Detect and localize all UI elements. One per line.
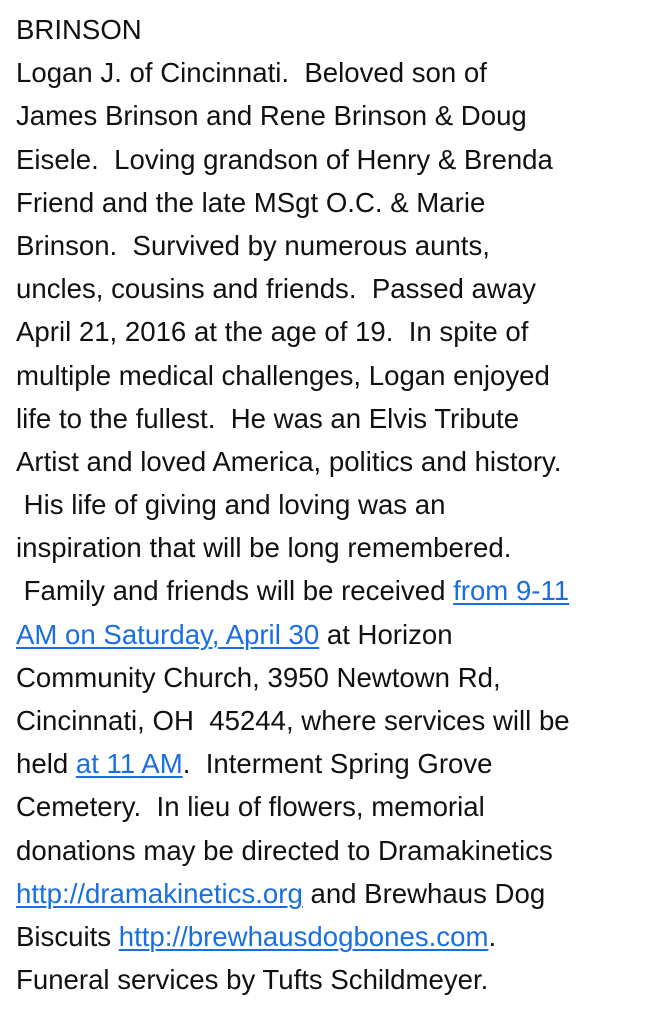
text-line: James Brinson and Rene Brinson & Doug [16, 100, 527, 132]
text-line: inspiration that will be long remembered. [16, 532, 512, 564]
text-line [16, 872, 633, 915]
text-line: uncles, cousins and friends. Passed away [16, 273, 536, 305]
brewhaus-link[interactable]: http://brewhausdogbones.com [118, 920, 489, 952]
text-line [16, 613, 633, 656]
text-line: Eisele. Loving grandson of Henry & Brenda [16, 143, 553, 175]
text-line [16, 742, 633, 785]
text-line: April 21, 2016 at the age of 19. In spite of [16, 316, 529, 348]
text-segment: . Interment Spring Grove [182, 748, 493, 780]
text-segment: held [16, 748, 76, 780]
visitation-time-link[interactable]: from 9-11 [453, 575, 570, 607]
text-segment: Family and friends will be received [16, 575, 454, 607]
text-segment: . [488, 920, 497, 952]
text-line: multiple medical challenges, Logan enjoyed [16, 359, 550, 391]
dramakinetics-link[interactable]: http://dramakinetics.org [16, 877, 303, 909]
text-line: Logan J. of Cincinnati. Beloved son of [16, 57, 487, 89]
text-segment: Biscuits [16, 920, 119, 952]
text-line: Cemetery. In lieu of flowers, memorial [16, 791, 485, 823]
text-line: Funeral services by Tufts Schildmeyer. [16, 964, 489, 996]
text-line [16, 915, 633, 958]
text-line: His life of giving and loving was an [16, 489, 446, 521]
service-time-link[interactable]: at 11 AM [75, 748, 183, 780]
text-segment: at Horizon [319, 618, 453, 650]
text-line: Community Church, 3950 Newtown Rd, [16, 661, 501, 693]
text-segment: and Brewhaus Dog [302, 877, 546, 909]
obituary-heading: BRINSON [16, 14, 142, 45]
text-line: donations may be directed to Dramakinetics [16, 834, 553, 866]
text-line: Friend and the late MSgt O.C. & Marie [16, 186, 486, 218]
visitation-date-link[interactable]: AM on Saturday, April 30 [16, 618, 320, 650]
text-line: Brinson. Survived by numerous aunts, [16, 229, 490, 261]
text-line: Cincinnati, OH 45244, where services will be [16, 705, 570, 736]
text-line: life to the fullest. He was an Elvis Tribute [16, 402, 520, 434]
text-line [16, 569, 633, 612]
text-line: Artist and loved America, politics and history. [16, 445, 562, 477]
